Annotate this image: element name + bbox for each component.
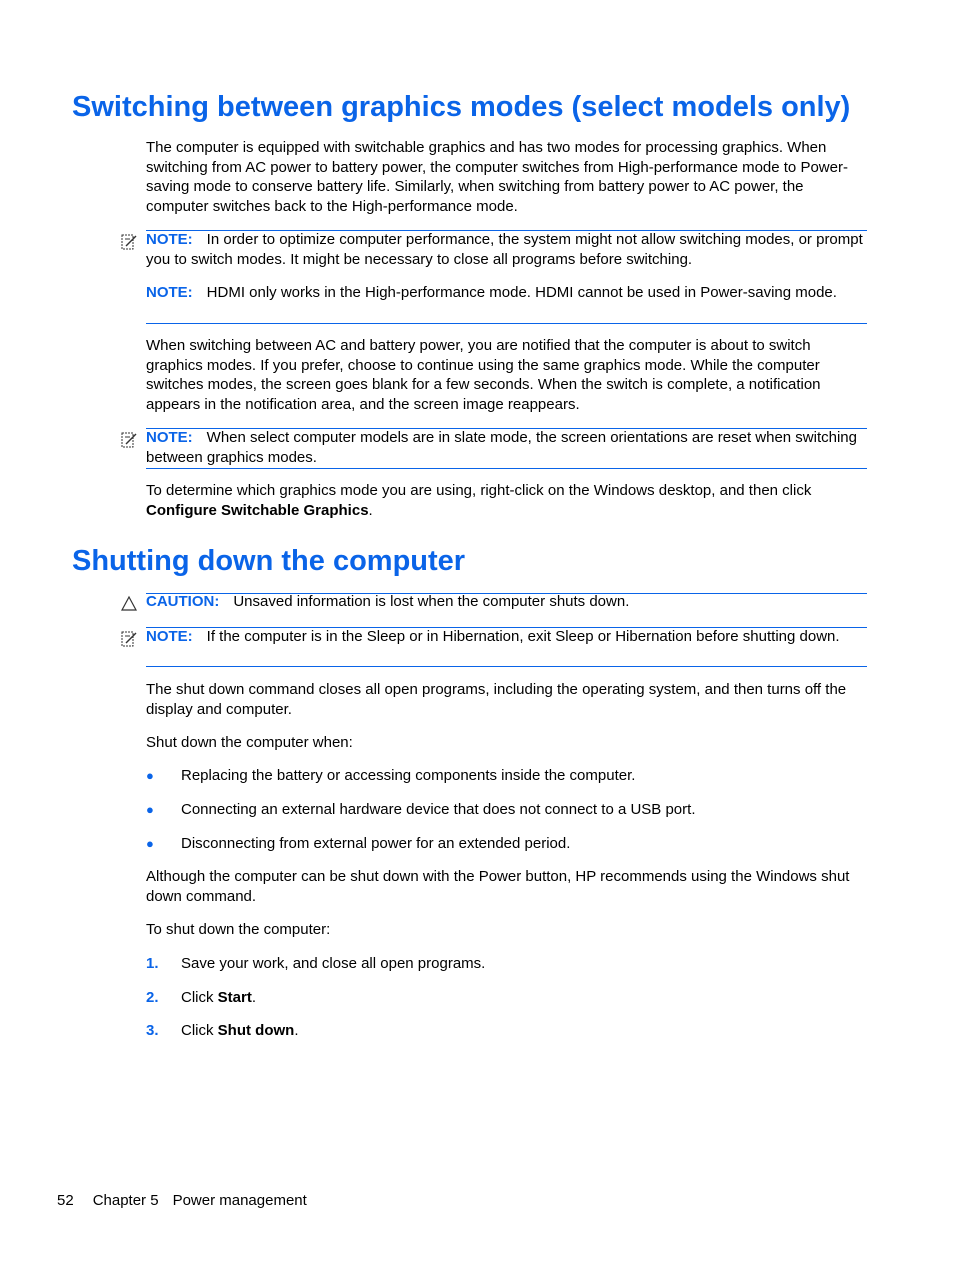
page-footer bbox=[57, 1192, 307, 1209]
intro-paragraph: The computer is equipped with switchable graphics and has two modes for processing graphics. When switching from AC power to battery power, the computer switches from High-performance mode to Power-saving mode to conserve battery life. Similarly, when switching from battery power to AC power, the computer switches back to the High-performance mode. bbox=[146, 139, 848, 215]
note-pencil-icon bbox=[120, 233, 138, 251]
note-2 bbox=[146, 283, 867, 303]
step-suffix: . bbox=[294, 1022, 299, 1039]
note-pencil-icon bbox=[120, 630, 138, 648]
note-text: HDMI only works in the High-performance mode. HDMI cannot be used in Power-saving mode. bbox=[206, 284, 837, 301]
note-text: In order to optimize computer performance, the system might not allow switching modes, or prompt you to switch modes. It might be necessary to close all programs before switching. bbox=[146, 231, 863, 268]
step-text bbox=[181, 1021, 299, 1041]
switching-paragraph: When switching between AC and battery power, you are notified that the computer is about to switch graphics modes. If you prefer, choose to continue using the same graphics mode. While the computer switches modes, the screen goes blank for a few seconds. When the switch is complete, a notification appears in the notification area, and the screen image reappears. bbox=[146, 337, 821, 413]
chapter-number: Chapter 5 bbox=[92, 1192, 159, 1209]
shutdown-paragraph: The shut down command closes all open programs, including the operating system, and then turns off the display and computer. bbox=[146, 681, 847, 718]
caution-triangle-icon bbox=[120, 595, 138, 613]
step-bold: Shut down bbox=[217, 1022, 295, 1039]
list-item-text: Connecting an external hardware device that does not connect to a USB port. bbox=[181, 801, 696, 818]
caution-label: CAUTION: bbox=[146, 593, 220, 610]
configure-period: . bbox=[368, 501, 373, 519]
configure-switchable-graphics: Configure Switchable Graphics bbox=[146, 501, 369, 519]
shutdown-when: Shut down the computer when: bbox=[146, 734, 353, 751]
note-text: When select computer models are in slate mode, the screen orientations are reset when switching between graphics modes. bbox=[146, 429, 857, 466]
to-shut-down: To shut down the computer: bbox=[146, 921, 331, 938]
step-suffix: . bbox=[251, 989, 257, 1006]
note-rule-bottom bbox=[146, 323, 867, 324]
note-pencil-icon bbox=[120, 431, 138, 449]
chapter-title: Power management bbox=[172, 1192, 307, 1209]
page-number: 52 bbox=[57, 1192, 74, 1209]
bullet-icon: ● bbox=[146, 768, 154, 783]
note-rule-bottom bbox=[146, 468, 867, 469]
step-number: 1. bbox=[146, 955, 159, 972]
step-text-main: Save your work, and close all open programs. bbox=[181, 955, 486, 972]
step-text bbox=[181, 954, 485, 974]
step-bold: Start bbox=[217, 989, 252, 1006]
note-3 bbox=[146, 428, 867, 467]
caution bbox=[146, 592, 867, 612]
step-text bbox=[181, 988, 256, 1008]
note-rule-bottom bbox=[146, 666, 867, 667]
list-item-text: Replacing the battery or accessing components inside the computer. bbox=[181, 767, 636, 784]
configure-paragraph bbox=[146, 481, 867, 520]
note-label: NOTE: bbox=[146, 231, 193, 248]
configure-text: To determine which graphics mode you are using, right-click on the Windows desktop, and then click bbox=[146, 482, 812, 499]
section-title-graphics-modes: Switching between graphics modes (select models only) bbox=[72, 91, 851, 123]
note-4 bbox=[146, 627, 867, 647]
caution-text: Unsaved information is lost when the computer shuts down. bbox=[233, 593, 630, 610]
step-text-main: Click bbox=[181, 989, 218, 1006]
bullet-icon: ● bbox=[146, 836, 154, 851]
note-1 bbox=[146, 230, 867, 269]
section-title-shutting-down: Shutting down the computer bbox=[72, 545, 466, 577]
note-label: NOTE: bbox=[146, 284, 193, 301]
list-item-text: Disconnecting from external power for an extended period. bbox=[181, 835, 571, 852]
note-text: If the computer is in the Sleep or in Hibernation, exit Sleep or Hibernation before shutting down. bbox=[206, 628, 840, 645]
bullet-icon: ● bbox=[146, 802, 154, 817]
step-number: 3. bbox=[146, 1022, 159, 1039]
step-text-main: Click bbox=[181, 1022, 218, 1039]
power-button-paragraph: Although the computer can be shut down with the Power button, HP recommends using the Windows shut down command. bbox=[146, 868, 850, 905]
step-number: 2. bbox=[146, 989, 159, 1006]
note-label: NOTE: bbox=[146, 628, 193, 645]
note-label: NOTE: bbox=[146, 429, 193, 446]
